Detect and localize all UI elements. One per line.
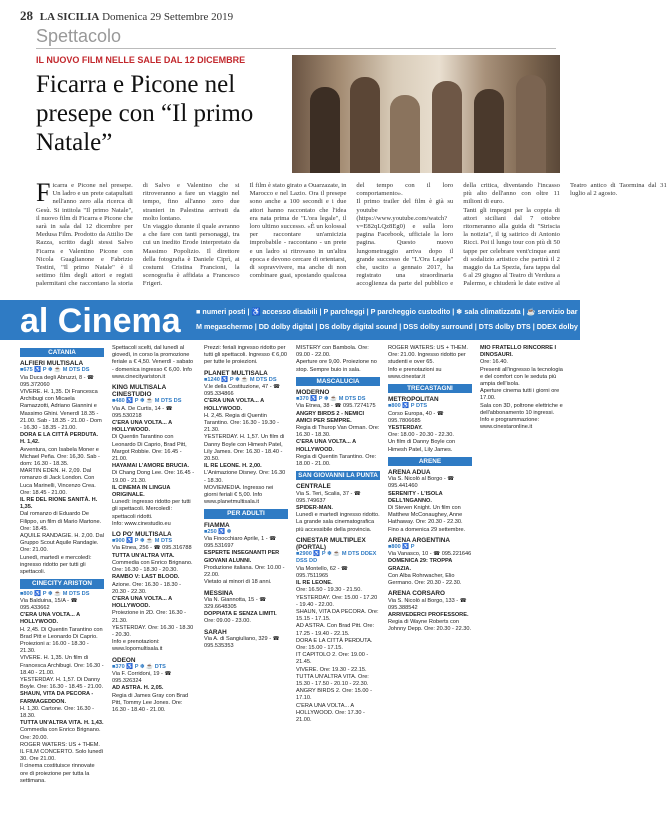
listing-text: SHAUN, VITA DA PECORA. Ore: 15.15 - 17.15.	[296, 608, 379, 623]
listing-text: Commedia con Enrico Brignano. Ore: 20.00.	[20, 727, 101, 741]
listing-text: Regia di Wayne Roberts con Johnny Depp. Ore: 20.30 - 22.30.	[388, 619, 472, 633]
movie-title: ESPERTE INSEGNANTI PER GIOVANI ALUNNI.	[204, 550, 280, 564]
listing-text: Via F. Corridoni, 19 - ☎ 095.326324	[112, 670, 172, 685]
listing-text: Corso Europa, 40 - ☎ 095.7806685	[388, 410, 444, 424]
photo-figure	[432, 81, 462, 173]
movie-title: ANGRY BIRDS 2 - NEMICI AMICI PER SEMPRE.	[296, 410, 365, 424]
movie-title: IL RE LEONE. H. 2,00.	[204, 463, 262, 470]
photo-figure	[474, 89, 504, 173]
listing-text: Dal romanzo di Eduardo De Filippo, un film di Mario Martone. Ore: 18.45.	[20, 511, 102, 532]
article-paragraph: Un viaggio durante il quale avranno a che fare con tanti personaggi, tra cui un inedito Erode interpretato da Massimo Popolizio. Il direttore della fotografia è Daniele Ciprì, ai costumi Cristina Francioni, la scenografia è affidata a Francesco Frigeri.	[142, 223, 240, 288]
listing-text: TUTTA UN'ALTRA VITA. Ore: 15.30 - 17.50 - 20.10 - 22.30.	[296, 673, 369, 687]
listing-text: Avventura, con Isabela Moner e Michael Peña. Ore: 16,30. Sab - dom: 16.30 - 18.35.	[20, 446, 100, 468]
movie-title: SHAUN, VITA DA PECORA - FARMAGEDDON.	[20, 691, 94, 705]
listing-text: Di Chang Dong Lee. Ore: 16.45 - 19.00 - 21.30.	[112, 470, 195, 484]
cinema-features: ■800 ♿ P	[388, 544, 415, 551]
listing-text: Regia di Thurop Van Orman. Ore: 16.30 - 18.30.	[296, 425, 380, 439]
listing-text: MISTERY con Bambola. Ore: 09.00 - 22.00.	[296, 345, 369, 359]
listing-text: Via Duca degli Abruzzi, 8 - ☎ 095.372060	[20, 374, 95, 388]
article-headline: Ficarra e Picone nel presepe con “Il primo Natale”	[36, 71, 254, 156]
listing-text: H. 2,45. Regia di Quentin Tarantino. Ore: 16.30 - 19.30 - 21.30.	[204, 412, 279, 434]
listing-text: YESTERDAY. H. 1,57. Di Danny Boyle. Ore: 16.30 - 18.45 - 21.00.	[20, 676, 104, 691]
movie-title: HAYAMAI L'AMORE BRUCIA.	[112, 463, 190, 470]
cinema-name: MODERNO	[296, 389, 330, 397]
listing-text: VIVERE. Ore: 19.30 - 22.15.	[296, 666, 367, 673]
listing-text: Produzione italiana. Ore: 10.00 - 22.00.	[204, 564, 285, 579]
listing-text: YESTERDAY. H. 1,57. Un film di Danny Boyle con Himesh Patel, Lily James. Ore: 16.30 - 18.40 - 20.50.	[204, 434, 285, 463]
listings-column	[480, 345, 564, 815]
listing-text: Info e prenotazioni su www.cinestar.it	[388, 366, 442, 380]
photo-figure	[310, 87, 340, 173]
listing-text: Lunedì: ingresso ridotto per tutti gli spettacoli. Mercoledì: spettacoli ridotti.	[112, 499, 191, 520]
listing-text: Via Finocchiaro Aprile, 1 - ☎ 095.531697	[204, 536, 277, 550]
listing-text: Via Etnea, 256 - ☎ 095.316788	[112, 545, 192, 552]
movie-title: C'ERA UNA VOLTA... A HOLLYWOOD.	[20, 612, 80, 626]
cinema-banner	[0, 300, 592, 340]
listing-text: Un film di Danny Boyle con Himesh Patel, Lily James.	[388, 439, 456, 453]
movie-title: IL CINEMA IN LINGUA ORIGINALE.	[112, 484, 171, 499]
listing-text: Lunedì e martedì ingresso ridotto. La grande sala cinematografica più accessibile della provincia.	[296, 512, 380, 533]
movie-title: RAMBO V: LAST BLOOD.	[112, 574, 180, 581]
listing-text: H. 2,45. Di Quentin Tarantino con Brad Pitt e Leonardo Di Caprio. Proiezioni a: 16.00 - 18.30 - 21.30.	[20, 626, 103, 655]
listing-text: Commedia con Enrico Brignano. Ore: 16.30 - 18.30 - 20.30.	[112, 559, 193, 574]
city-header: PER ADULTI	[204, 509, 288, 518]
listing-text: C'ERA UNA VOLTA... A HOLLYWOOD. Ore: 17.30 - 21.00.	[296, 702, 365, 723]
listing-text: AQUILE RANDAGIE. H. 2,00. Dal Gruppo Scout Aquile Randagie. Ore: 21.00.	[20, 533, 104, 554]
photo-figure	[390, 95, 420, 173]
article-paragraph: Il primo trailer del film è già su youtube (https://www.youtube.com/watch?v=E82qLQz8Eg0) e sulla loro pagina Facebook, ufficiale la loro pagina. Questo nuovo lungometraggio arriva dopo il grande successo de "L'Ora Legale" che, uscito a gennaio 2017, ha registrato una straordinaria accoglienza da parte del pubblico e della critica, diventando l'incasso più alto dell'anno con oltre 11 milioni di euro.	[356, 182, 560, 288]
page-number: 28	[20, 8, 33, 23]
listing-text: Ore: 16.50 - 19.30 - 21.50.	[296, 587, 362, 594]
listing-text: Info: www.cinestudio.eu	[112, 520, 171, 527]
section-title: Spettacolo	[36, 26, 122, 46]
listing-text: Info e prenotazioni: www.lopomultisala.it	[112, 639, 163, 653]
cinema-name: KING MULTISALA CINESTUDIO	[112, 384, 166, 399]
cinema-name: ALFIERI MULTISALA	[20, 360, 84, 368]
listing-text: Ore: 18.00 - 20.30 - 22.30.	[388, 432, 454, 439]
movie-title: DOPPIATA E SENZA LIMITI.	[204, 611, 277, 618]
listing-text: Via Etnea, 38 - ☎ 095.7274175	[296, 403, 376, 410]
listing-text: Via A. di Sangiuliano, 329 - ☎ 095.535353	[204, 635, 280, 649]
article-photo	[292, 55, 560, 173]
listing-text: DORA E LA CITTÀ PERDUTA. Ore: 15.00 - 17.15.	[296, 637, 373, 651]
cinema-title: al Cinema	[20, 302, 181, 340]
listing-text: VIVERE. H. 1,35. Un film di Francesca Archibugi. Ore: 16.30 - 18.40 - 21.00.	[20, 655, 104, 676]
cinema-features: ■370 ♿ P ❄ ☕ M DTS DS	[296, 396, 366, 403]
movie-title: TUTTA UN'ALTRA VITA.	[112, 552, 175, 559]
movie-title: DOMENICA 29: TROPPA GRAZIA.	[388, 558, 453, 572]
photo-figure	[350, 77, 380, 173]
cinema-name: METROPOLITAN	[388, 396, 439, 404]
listing-text: Ore: 09.00 - 23.00.	[204, 618, 251, 625]
cinema-name: CINESTAR MULTIPLEX (PORTAL)	[296, 536, 366, 552]
newspaper-name: LA SICILIA	[39, 11, 100, 23]
listing-text: Via S. Nicolò al Borgo - ☎ 095.441460	[388, 476, 455, 490]
listing-text: Via Vanasco, 10 - ☎ 095.221646	[388, 551, 472, 558]
paragraph-text: icarra e Picone nel presepe. Un ladro e un prete catapultati nell'anno zero alla ricerca di Gesù. Si intitola "Il primo Natale", il nuovo film di Ficarra e Picone che sarà in sala dal 12 dicembre per Medusa Film. Prodotto da Attilio De Razza, scritto dagli stessi Salvo Ficarra e Valentino Picone con Nicola Guaglianone e Fabrizio Testini, "Il primo Natale" è il settimo film degli attori e registi palermitani che raccontano la storia di Salvo e Valentino che si ritroveranno a fare un viaggio nel tempo, fino all'anno zero due stranieri in Palestina arrivati da molto lontano.	[36, 182, 240, 288]
listing-text: Via A. De Curtis, 14 - ☎ 095.530218	[112, 405, 173, 419]
cinema-features: ■800 ♿ P ❄ ☕ M DTS DS	[20, 590, 90, 597]
cinema-name: FIAMMA	[204, 521, 230, 529]
cinema-name: PLANET MULTISALA	[204, 369, 268, 377]
cinema-name: CENTRALE	[296, 483, 331, 491]
listings-column	[112, 345, 196, 815]
listing-text: Con Alba Rohrwacher, Elio Germano. Ore: 20.30 - 22.30.	[388, 572, 462, 587]
listing-text: Via S. Nicolò al Borgo, 133 - ☎ 095.388542	[388, 597, 467, 611]
listing-text: V.le della Costituzione, 47 - ☎ 095.334866	[204, 384, 281, 398]
article-body	[36, 178, 667, 292]
movie-title: ARRIVEDERCI PROFESSORE.	[388, 611, 469, 618]
cinema-features: ■250 ♿ ❄	[204, 528, 232, 535]
movie-title: C'ERA UNA VOLTA... A HOLLYWOOD.	[112, 595, 172, 610]
cinema-name: SARAH	[204, 628, 227, 636]
listing-text: Spettacoli scelti, dal lunedì al giovedì, in corso la promozione feriale a € 4,50. Venerdì - sabato - domenica ingresso € 6,00. Info www.cinecityariston.it	[112, 345, 194, 380]
cinema-features: ■370 ♿ P ❄ ☕ DTS	[112, 663, 166, 670]
listings-column	[296, 345, 380, 815]
city-header: TRECASTAGNI	[388, 384, 472, 393]
listing-text: Proiezione in 2D. Ore: 16.30 - 21.30.	[112, 610, 186, 624]
movie-title: DORA E LA CITTÀ PERDUTA. H. 1,42.	[20, 432, 99, 446]
listing-text: Regia di Quentin Tarantino. Ore: 18.00 - 21.00.	[296, 453, 377, 468]
listing-text: AD ASTRA. Con Brad Pitt. Ore: 17.25 - 19.40 - 22.15.	[296, 623, 375, 637]
cinema-features: ■2900 ♿ P ❄ ☕ M DTS DDEX DSS DD	[296, 551, 377, 565]
listing-text: MOVIEMEDIA. Ingresso nei giorni feriali € 5,00. Info www.planetmultisala.it	[204, 484, 274, 506]
movie-title: IL RE LEONE.	[296, 580, 333, 587]
masthead	[20, 8, 560, 24]
listing-text: Vietato ai minori di 18 anni.	[204, 579, 272, 586]
movie-title: SPIDER-MAN.	[296, 505, 333, 512]
listing-text: Presenti all'ingresso la tecnologia e del comfort con le seduta più ampia dell'isola.	[480, 366, 563, 388]
cinema-features: ■900 ♿ P ❄ ☕ M DTS	[112, 538, 173, 545]
article-kicker: IL NUOVO FILM NELLE SALE DAL 12 DICEMBRE	[36, 55, 246, 65]
movie-title: C'ERA UNA VOLTA... A HOLLYWOOD.	[296, 439, 356, 453]
listing-text: Via N. Giannotta, 15 - ☎ 329.6648305	[204, 596, 267, 610]
listing-text: Regia di James Gray con Brad Pitt, Tommy Lee Jones. Ore: 16.30 - 18.40 - 21.00.	[112, 692, 189, 713]
listing-text: YESTERDAY. Ore: 15.00 - 17.20 - 19.40 - 22.00.	[296, 594, 378, 608]
movie-title: IL RE DEL RIONE SANITÀ. H. 1,35.	[20, 497, 98, 511]
cinema-name: ARENA ADUA	[388, 469, 431, 477]
listing-text: Il cinema costituisce rinnovate ore di proiezione per tutta la settimana.	[20, 763, 95, 784]
listings-column	[204, 345, 288, 815]
photo-figure	[516, 75, 546, 173]
cinema-legend: M megaschermo | DD dolby digital | DS dolby digital sound | DSS dolby surround | DTS dolby DTS | DDEX dolby 3 D	[196, 322, 592, 331]
cinema-legend: ■ numeri posti | ♿ accesso disabili | P parcheggi | P parcheggio custodito | ❄ sala climatizzata | ☕ servizio bar	[196, 307, 578, 316]
movie-title: YESTERDAY.	[388, 425, 423, 432]
cinema-name: ODEON	[112, 656, 136, 664]
listing-text: ROGER WATERS: US + THEM. Ore: 21.00. Ingresso ridotto per studenti e over 65.	[388, 345, 468, 366]
movie-title: MIO FRATELLO RINCORRE I DINOSAURI.	[480, 345, 557, 359]
listing-text: Info e programmazione: www.cinestaronline.it	[480, 417, 540, 431]
listing-text: Via Montello, 62 - ☎ 095.7511965	[296, 565, 348, 579]
listings-column	[20, 345, 104, 815]
listing-text: ROGER WATERS: US + THEM. IL FILM CONCERTO. Solo lunedì 30. Ore 21.00.	[20, 741, 104, 763]
listing-text: Prezzi: feriali ingresso ridotto per tutti gli spettacoli. Ingresso € 6,00 per tutte le proiezioni.	[204, 345, 288, 366]
listing-text: MARTIN EDEN. H. 2,09. Dal romanzo di Jack London. Con Luca Marinelli, Vincenzo Crea. Ore: 18.45 - 21.00.	[20, 468, 96, 496]
cinema-name: LO PO' MULTISALA	[112, 531, 172, 539]
article-paragraph: Il film è stato girato a Ouarzazate, in Marocco e nel Lazio. Ora il presepe sono anche a 100 secondi e i due attori hanno raccontato che l'idea era nata prima de "L'ora legale", il loro ultimo successo. «È un kolossal per raccontare un'amicizia improbabile - raccontano - un prete e un ladro si ritrovano in un'altra epoca e devono cercare di orientarsi, di sopravvivere, ma anche di non combinare guai, spostando qualcosa del tempo con il loro comportamento».	[249, 182, 454, 280]
cinema-features: ■480 ♿ P ❄ ☕ M DTS DS	[112, 398, 182, 405]
movie-title: SERENITY - L'ISOLA DELL'INGANNO.	[388, 490, 443, 504]
cinema-name: ARENA CORSARO	[388, 590, 445, 598]
listing-text: Via Balduina, 15/A - ☎ 095.433662	[20, 597, 78, 611]
city-header: CATANIA	[20, 348, 104, 357]
listing-text: H. 1,30. Cartone. Ore: 16.30 - 18.30.	[20, 705, 94, 719]
cinema-features: ■1240 ♿ P ❄ ☕ M DTS DS	[204, 376, 277, 383]
listing-text: Aperture ore 9,00. Proiezione no stop. Sempre buio in sala.	[296, 359, 377, 373]
city-header: MASCALUCIA	[296, 377, 380, 386]
movie-title: C'ERA UNA VOLTA... A HOLLYWOOD.	[112, 420, 172, 434]
movie-title: TUTTA UN'ALTRA VITA. H. 1,43.	[20, 720, 104, 727]
listing-text: YESTERDAY. Ore: 16.30 - 18.30 - 20.30.	[112, 624, 194, 638]
listing-text: Di Steven Knight. Un film con Matthew McConaughey, Anne Hathaway. Ore: 20.30 - 22.30.	[388, 505, 463, 526]
movie-title: AD ASTRA. H. 2,05.	[112, 685, 164, 692]
listing-text: Ore: 16.40.	[480, 359, 508, 366]
listing-text: Fino a domenica 29 settembre.	[388, 526, 466, 533]
issue-date: Domenica 29 Settembre 2019	[102, 11, 234, 23]
movie-title: C'ERA UNA VOLTA... A HOLLYWOOD.	[204, 398, 264, 412]
city-header: ARENE	[388, 457, 472, 466]
article-paragraph: Tanti gli impegni per la coppia di attori siciliani dal 7 ottobre ritorneranno alla guida di "Striscia la notizia", il tg satirico di Antonio Ricci. Poi il lungo tour con più di 50 tappe per celebrare vent'cinque anni di sodalizio artistico che partirà il 2 maggio da La Spezia, fara tappa dal 6 al 29 giugno al Teatro di Verdura a Palermo, e chiuderà le date estive al Teatro antico di Taormina dal 31 luglio al 2 agosto.	[463, 182, 667, 288]
listings-column	[388, 345, 472, 815]
city-header: SAN GIOVANNI LA PUNTA	[296, 471, 380, 480]
listing-text: L'Animazione Disney. Ore: 16.30 - 18.30.	[204, 470, 286, 484]
city-header: CINECITY ARISTON	[20, 579, 104, 588]
listing-text: Via S. Teri, Scalia, 37 - ☎ 095.749637	[296, 490, 361, 504]
listing-text: ANGRY BIRDS 2. Ore: 15.00 - 17.10.	[296, 688, 372, 702]
cinema-name: MESSINA	[204, 589, 234, 597]
dropcap: F	[36, 178, 51, 207]
cinema-name: ARENA ARGENTINA	[388, 536, 451, 544]
listing-text: Sala con 3D, poltrone elettriche e dell'abbonamento 10 ingressi.	[480, 402, 563, 416]
cinema-features: ■675 ♿ P ❄ ☕ M DTS DS	[20, 367, 90, 374]
listing-text: Lunedì, martedì e mercoledì: ingresso ridotto per tutti gli spettacoli.	[20, 554, 92, 576]
listing-text: Azione. Ore: 16.30 - 18.30 - 20.30 - 22.30.	[112, 581, 182, 595]
listing-text: VIVERE. H. 1,35. Di Francesca Archibugi con Micaela Ramazzotti, Adriano Giannini e Massimo Ghini. Venerdì 18.35 - 21.00. Sab - 18.35 - 21.00 - Dom - 16.30 - 18.35 - 21.00.	[20, 389, 102, 432]
listing-text: Di Quentin Tarantino con Leonardo Di Caprio, Brad Pitt, Margot Robbie. Ore: 16.45 - 21.00.	[112, 434, 187, 463]
section-divider	[36, 48, 556, 49]
listing-text: Aperture cinema tutti i giorni ore 17.00.	[480, 388, 560, 402]
listing-text: IT CAPITOLO 2. Ore: 19.00 - 21.45.	[296, 652, 369, 666]
cinema-features: ■800 ♿ P DTS	[388, 403, 428, 410]
